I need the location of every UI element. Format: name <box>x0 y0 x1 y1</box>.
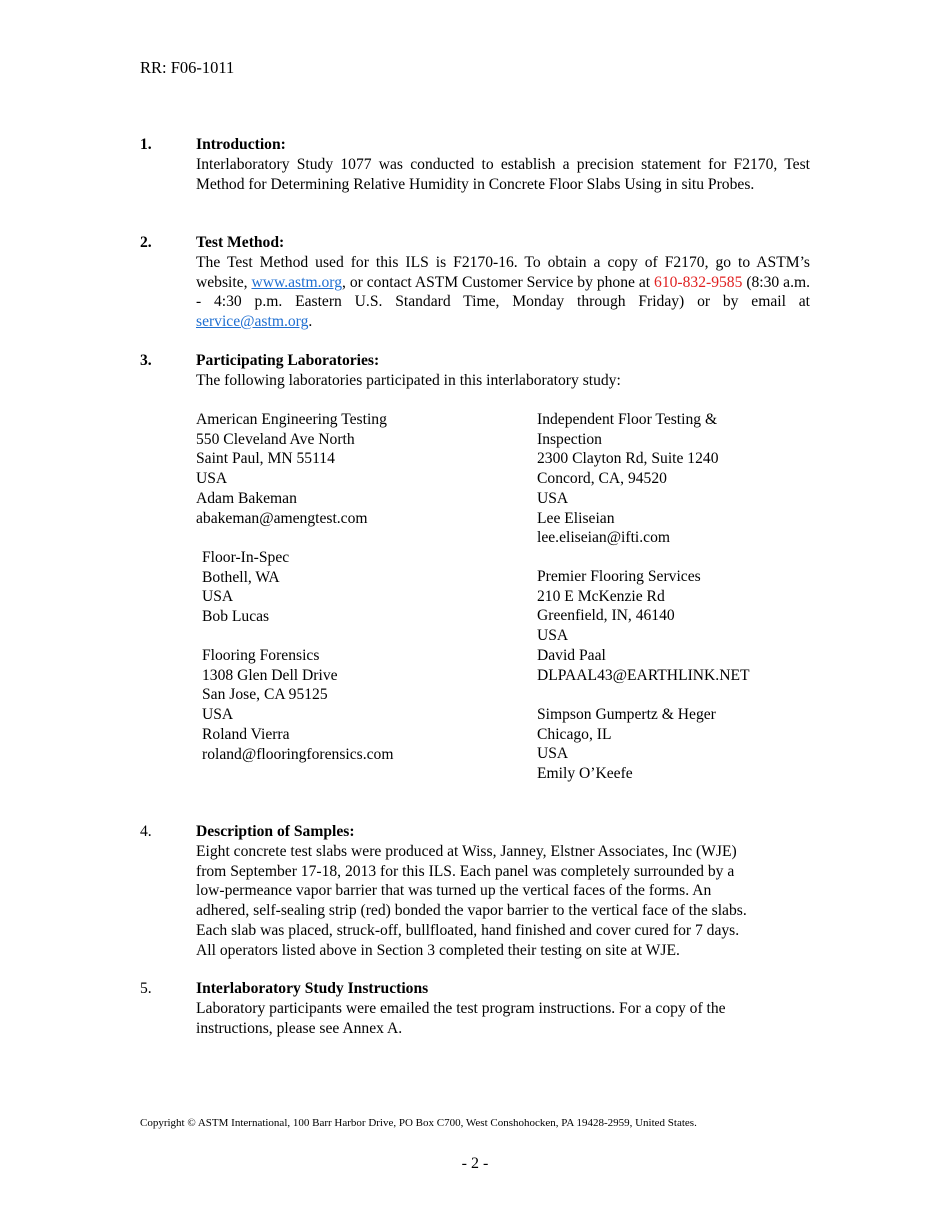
section-heading-test-method: Test Method: <box>196 234 285 251</box>
section-heading-description-of-samples: Description of Samples: <box>196 823 355 840</box>
test-method-text-d: . <box>308 313 313 331</box>
section-number-2: 2. <box>140 234 152 251</box>
lab-american-engineering-testing <box>196 410 387 528</box>
lab-line: lee.eliseian@ifti.com <box>537 529 670 547</box>
lab-line: San Jose, CA 95125 <box>202 686 328 704</box>
page-number: - 2 - <box>461 1155 489 1172</box>
lab-line: American Engineering Testing <box>196 411 387 428</box>
lab-line: USA <box>202 706 234 724</box>
lab-line: Emily O’Keefe <box>537 765 633 783</box>
lab-line: USA <box>537 745 569 763</box>
test-method-text <box>196 253 810 332</box>
lab-line: Greenfield, IN, 46140 <box>537 607 675 625</box>
text-line: All operators listed above in Section 3 completed their testing on site at WJE. <box>196 941 680 959</box>
laboratories-intro: The following laboratories participated in this interlaboratory study: <box>196 372 621 389</box>
lab-line: Bothell, WA <box>202 568 280 586</box>
section-heading-introduction: Introduction: <box>196 136 286 153</box>
text-line: from September 17-18, 2013 for this ILS. Each panel was completely surrounded by a <box>196 862 735 880</box>
lab-line: roland@flooringforensics.com <box>202 745 394 763</box>
instructions-text <box>196 999 726 1038</box>
section-heading-participating-laboratories: Participating Laboratories: <box>196 352 380 369</box>
text-line: Laboratory participants were emailed the test program instructions. For a copy of the <box>196 1000 726 1017</box>
service-email-link[interactable]: service@astm.org <box>196 313 309 331</box>
copyright-footer: Copyright © ASTM International, 100 Barr Harbor Drive, PO Box C700, West Conshohocken, PA 19428-2959, United States. <box>140 1117 697 1129</box>
lab-line: David Paal <box>537 646 606 664</box>
lab-flooring-forensics <box>202 646 393 764</box>
lab-line: Premier Flooring Services <box>537 568 701 585</box>
section-number-1: 1. <box>140 136 152 153</box>
lab-line: Flooring Forensics <box>202 647 320 664</box>
astm-website-link[interactable]: www.astm.org <box>251 273 342 291</box>
lab-line: abakeman@amengtest.com <box>196 509 368 527</box>
lab-line: Simpson Gumpertz & Heger <box>537 706 716 723</box>
test-method-text-c: (8:30 a.m. - 4:30 p.m. Eastern U.S. Standard Time, Monday through Friday) or by email at <box>196 273 810 311</box>
section-number-5: 5. <box>140 980 152 997</box>
section-number-4: 4. <box>140 823 152 840</box>
lab-line: Lee Eliseian <box>537 509 615 527</box>
lab-line: Adam Bakeman <box>196 489 297 507</box>
lab-floor-in-spec <box>202 548 289 627</box>
lab-line: 2300 Clayton Rd, Suite 1240 <box>537 450 719 468</box>
lab-line: Independent Floor Testing & <box>537 411 718 428</box>
phone-number: 610-832-9585 <box>654 273 743 291</box>
introduction-text: Interlaboratory Study 1077 was conducted to establish a precision statement for F2170, Test Method for Determining Relative Humidity in Concrete Floor Slabs Using in situ Probes. <box>196 156 810 193</box>
lab-line: Concord, CA, 94520 <box>537 470 667 488</box>
lab-line: 210 E McKenzie Rd <box>537 587 665 605</box>
lab-premier-flooring-services <box>537 567 750 685</box>
document-id: RR: F06-1011 <box>140 58 235 77</box>
lab-line: USA <box>537 489 569 507</box>
lab-line: USA <box>202 588 234 606</box>
test-method-text-a: The Test Method used for this ILS is F2170-16. To obtain a copy of F2170, go to ASTM’s website, <box>196 254 810 291</box>
section-number-3: 3. <box>140 352 152 369</box>
lab-line: DLPAAL43@EARTHLINK.NET <box>537 666 750 684</box>
lab-line: Chicago, IL <box>537 725 612 743</box>
text-line: adhered, self-sealing strip (red) bonded the vapor barrier to the vertical face of the slabs. <box>196 902 747 920</box>
lab-line: USA <box>537 627 569 645</box>
lab-line: Roland Vierra <box>202 725 290 743</box>
text-line: Each slab was placed, struck-off, bullfloated, hand finished and cover cured for 7 days. <box>196 921 740 939</box>
lab-line: Bob Lucas <box>202 608 270 626</box>
lab-line: Floor-In-Spec <box>202 549 290 566</box>
lab-line: 1308 Glen Dell Drive <box>202 666 338 684</box>
lab-simpson-gumpertz-heger <box>537 705 716 784</box>
text-line: instructions, please see Annex A. <box>196 1019 403 1037</box>
lab-line: Inspection <box>537 430 602 448</box>
description-of-samples-text <box>196 842 747 960</box>
lab-line: USA <box>196 470 228 488</box>
text-line: Eight concrete test slabs were produced at Wiss, Janney, Elstner Associates, Inc (WJE) <box>196 843 737 860</box>
section-heading-interlaboratory-study-instructions: Interlaboratory Study Instructions <box>196 980 429 997</box>
test-method-text-b: , or contact ASTM Customer Service by phone at <box>342 273 655 291</box>
text-line: low-permeance vapor barrier that was turned up the vertical faces of the forms. An <box>196 882 712 900</box>
lab-line: Saint Paul, MN 55114 <box>196 450 335 468</box>
lab-line: 550 Cleveland Ave North <box>196 430 355 448</box>
lab-independent-floor-testing <box>537 410 719 548</box>
